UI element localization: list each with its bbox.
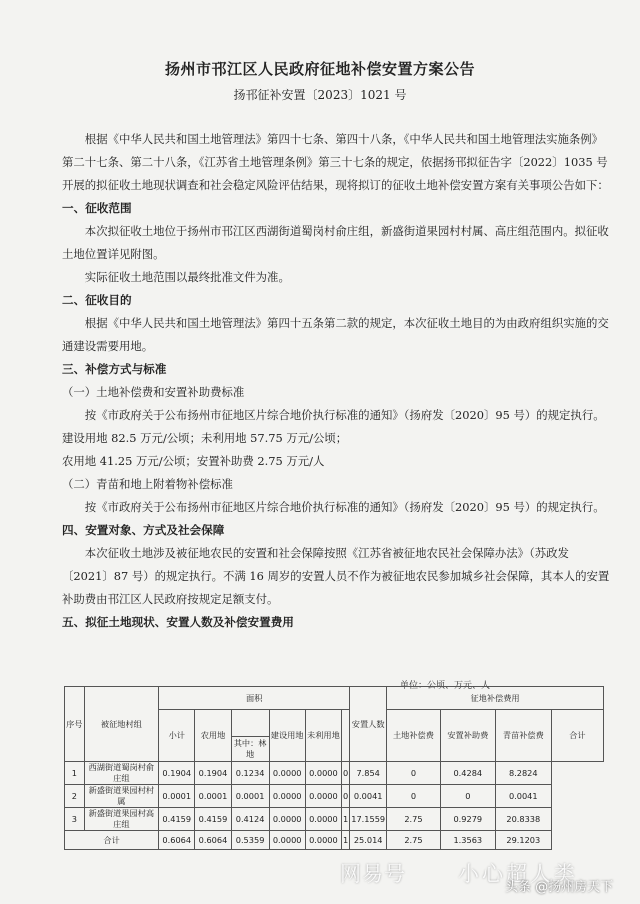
cell-forest: 0.0001 xyxy=(231,785,269,808)
table-total-row xyxy=(65,831,604,850)
intro-paragraph: 根据《中华人民共和国土地管理法》第四十七条、第四十八条，《中华人民共和国土地管理法实施条例》第二十七条、第二十八条，《江苏省土地管理条例》第三十七条的规定，依据扬邗拟征告字〔2022〕1035 号开展的拟征收土地现状调查和社会稳定风险评估结果，现将拟订的征收土地补偿安置方案有关事项公告如下： xyxy=(62,132,609,192)
watermark-source: 头条 @扬州房天下 xyxy=(505,880,614,895)
header-farmland: 农用地 xyxy=(195,710,231,762)
header-resettle-count: 安置人数 xyxy=(350,687,387,762)
cell-group: 新盛街道果园村村属 xyxy=(84,785,159,808)
cell-people: 0 xyxy=(342,762,350,785)
section-3-paragraph-4: 按《市政府关于公布扬州市征地区片综合地价执行标准的通知》（扬府发〔2020〕95 号）的规定执行。 xyxy=(84,500,605,514)
cell-resettle-sub: 0 xyxy=(387,762,441,785)
cell-land-comp: 7.854 xyxy=(350,762,387,785)
cell-people: 1 xyxy=(342,831,350,850)
section-3-heading: 三、补偿方式与标准 xyxy=(62,362,167,376)
header-construction: 建设用地 xyxy=(269,710,305,762)
cell-seq: 2 xyxy=(65,785,85,808)
header-seq: 序号 xyxy=(65,687,85,762)
cell-crop-comp: 0.4284 xyxy=(440,762,495,785)
cell-construction: 0.0000 xyxy=(269,785,305,808)
header-land-comp: 土地补偿费 xyxy=(387,710,441,762)
cell-construction: 0.0000 xyxy=(269,762,305,785)
cell-construction: 0.0000 xyxy=(269,808,305,831)
cell-unused: 0.0000 xyxy=(305,785,341,808)
watermark xyxy=(340,858,630,898)
cell-people: 0 xyxy=(342,785,350,808)
cell-forest: 0.5359 xyxy=(231,831,269,850)
cell-total: 8.2824 xyxy=(495,762,551,785)
header-resettle-sub: 安置补助费 xyxy=(440,710,495,762)
cell-land-comp: 25.014 xyxy=(350,831,387,850)
section-1-paragraph-2: 实际征收土地范围以最终批准文件为准。 xyxy=(84,270,290,284)
cell-subtotal: 0.4159 xyxy=(159,808,195,831)
cell-unused: 0.0000 xyxy=(305,831,341,850)
cell-subtotal: 0.0001 xyxy=(159,785,195,808)
section-1-heading: 一、征收范围 xyxy=(62,201,132,215)
header-spacer xyxy=(342,710,350,762)
header-comp-fee: 征地补偿费用 xyxy=(387,687,604,710)
cell-farmland: 0.4159 xyxy=(195,808,231,831)
header-total: 合计 xyxy=(551,710,603,762)
compensation-table xyxy=(64,686,604,850)
cell-resettle-sub: 2.75 xyxy=(387,831,441,850)
cell-seq: 1 xyxy=(65,762,85,785)
section-1-paragraph-1: 本次拟征收土地位于扬州市邗江区西湖街道蜀岗村俞庄组，新盛街道果园村村属、高庄组范围内。拟征收土地位置详见附图。 xyxy=(62,224,609,261)
section-3-paragraph-1: 按《市政府关于公布扬州市征地区片综合地价执行标准的通知》（扬府发〔2020〕95 号）的规定执行。 xyxy=(84,408,605,422)
watermark-left: 网易号 xyxy=(340,862,406,886)
cell-forest: 0.1234 xyxy=(231,762,269,785)
header-subtotal: 小计 xyxy=(159,710,195,762)
cell-unused: 0.0000 xyxy=(305,808,341,831)
cell-land-comp: 17.1559 xyxy=(350,808,387,831)
cell-resettle-sub: 0 xyxy=(387,785,441,808)
header-crop-comp: 青苗补偿费 xyxy=(495,710,551,762)
cell-crop-comp: 0.9279 xyxy=(440,808,495,831)
table-row xyxy=(65,785,604,808)
cell-total: 29.1203 xyxy=(495,831,551,850)
section-3-subheading-1: （一）土地补偿费和安置补助费标准 xyxy=(62,385,245,399)
section-5-heading: 五、拟征土地现状、安置人数及补偿安置费用 xyxy=(62,615,294,629)
cell-forest: 0.4124 xyxy=(231,808,269,831)
section-4-paragraph-1: 本次征收土地涉及被征地农民的安置和社会保障按照《江苏省被征地农民社会保障办法》（苏政发〔2021〕87 号）的规定执行。不满 16 周岁的安置人员不作为被征地农民参加城乡社会保障，其本人的安置补助费由邗江区人民政府按规定足额支付。 xyxy=(62,546,610,606)
cell-subtotal: 0.1904 xyxy=(159,762,195,785)
cell-farmland: 0.6064 xyxy=(195,831,231,850)
section-3-subheading-2: （二）青苗和地上附着物补偿标准 xyxy=(62,477,233,491)
table-row xyxy=(65,808,604,831)
header-unused: 未利用地 xyxy=(305,710,341,762)
cell-people: 1 xyxy=(342,808,350,831)
section-2-heading: 二、征收目的 xyxy=(62,293,132,307)
cell-construction: 0.0000 xyxy=(269,831,305,850)
cell-total-label: 合计 xyxy=(65,831,159,850)
cell-total: 0.0041 xyxy=(495,785,551,808)
header-group: 被征地村组 xyxy=(84,687,159,762)
section-2-paragraph-1: 根据《中华人民共和国土地管理法》第四十五条第二款的规定，本次征收土地目的为由政府组织实施的交通建设需要用地。 xyxy=(62,316,609,353)
document-title: 扬州市邗江区人民政府征地补偿安置方案公告 xyxy=(164,60,475,78)
cell-resettle-sub: 2.75 xyxy=(387,808,441,831)
cell-group: 西湖街道蜀岗村俞庄组 xyxy=(84,762,159,785)
cell-unused: 0.0000 xyxy=(305,762,341,785)
section-3-paragraph-2: 建设用地 82.5 万元/公顷；未利用地 57.75 万元/公顷； xyxy=(62,431,348,445)
cell-farmland: 0.0001 xyxy=(195,785,231,808)
header-area: 面积 xyxy=(159,687,350,710)
cell-farmland: 0.1904 xyxy=(195,762,231,785)
document-body xyxy=(62,128,610,634)
section-4-heading: 四、安置对象、方式及社会保障 xyxy=(62,523,225,537)
cell-crop-comp: 0 xyxy=(440,785,495,808)
cell-group: 新盛街道果园村高庄组 xyxy=(84,808,159,831)
cell-land-comp: 0.0041 xyxy=(350,785,387,808)
watermark-right: 小心超人类 xyxy=(458,862,578,886)
table-row xyxy=(65,762,604,785)
cell-seq: 3 xyxy=(65,808,85,831)
cell-subtotal: 0.6064 xyxy=(159,831,195,850)
cell-total: 20.8338 xyxy=(495,808,551,831)
cell-crop-comp: 1.3563 xyxy=(440,831,495,850)
section-3-paragraph-3: 农用地 41.25 万元/公顷；安置补助费 2.75 万元/人 xyxy=(62,454,325,468)
table-unit-note: 单位：公顷、万元、人 xyxy=(400,681,491,691)
header-forest: 其中：林地 xyxy=(231,737,269,762)
document-number: 扬邗征补安置〔2023〕1021 号 xyxy=(233,88,407,102)
header-blank xyxy=(231,710,269,737)
